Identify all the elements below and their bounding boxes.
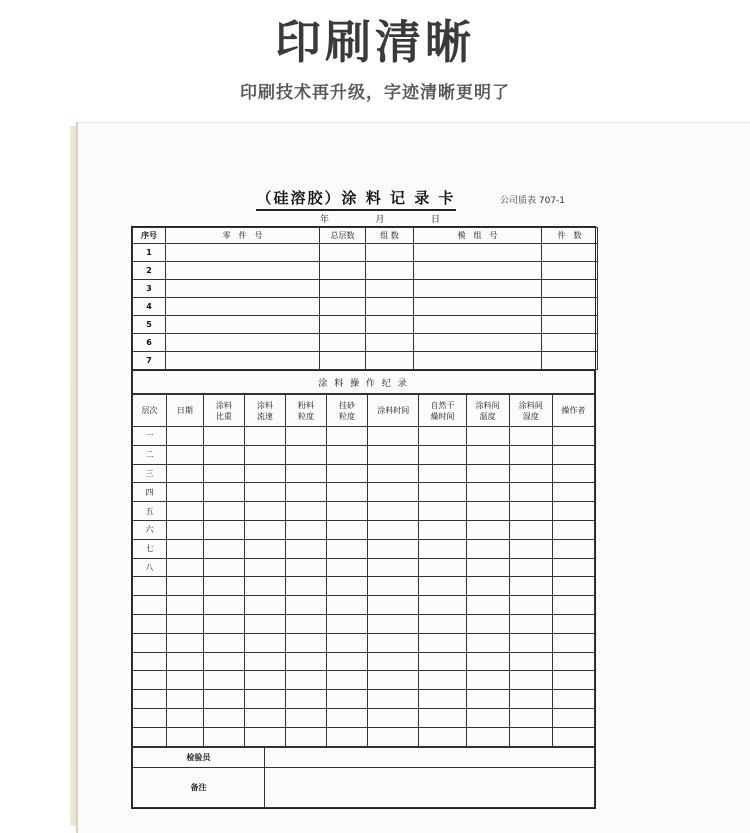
- coating-cell[interactable]: [285, 539, 326, 558]
- coating-header-cell: 涂料 流速: [244, 395, 285, 427]
- banner-subtitle: 印刷技术再升级，字迹清晰更明了: [240, 83, 510, 103]
- coating-cell[interactable]: [327, 633, 368, 652]
- coating-cell[interactable]: [203, 577, 244, 596]
- coating-cell[interactable]: [509, 427, 552, 446]
- coating-cell[interactable]: [327, 671, 368, 690]
- coating-cell[interactable]: [419, 671, 466, 690]
- coating-cell[interactable]: [166, 539, 203, 558]
- parts-cell[interactable]: [366, 334, 414, 352]
- coating-cell[interactable]: [368, 445, 419, 464]
- coating-cell[interactable]: [166, 483, 203, 502]
- coating-cell[interactable]: [244, 671, 285, 690]
- header-serial: 序号: [133, 228, 166, 244]
- coating-cell[interactable]: [203, 690, 244, 709]
- coating-cell[interactable]: [203, 596, 244, 615]
- coating-log-row: [133, 520, 595, 539]
- coating-cell[interactable]: [166, 633, 203, 652]
- coating-cell[interactable]: [327, 708, 368, 727]
- coating-cell[interactable]: [285, 614, 326, 633]
- layer-label: [133, 596, 167, 615]
- coating-cell[interactable]: [166, 558, 203, 577]
- coating-cell[interactable]: [466, 558, 509, 577]
- parts-cell[interactable]: [414, 334, 542, 352]
- coating-cell[interactable]: [552, 633, 594, 652]
- parts-cell[interactable]: [366, 316, 414, 334]
- coating-log-row: [133, 539, 595, 558]
- coating-cell[interactable]: [327, 427, 368, 446]
- coating-cell[interactable]: [466, 708, 509, 727]
- coating-log-row: [133, 558, 595, 577]
- coating-cell[interactable]: [466, 671, 509, 690]
- coating-cell[interactable]: [166, 502, 203, 521]
- parts-cell[interactable]: [366, 262, 414, 280]
- coating-cell[interactable]: [327, 520, 368, 539]
- parts-cell[interactable]: [166, 280, 320, 298]
- layer-label: [133, 690, 167, 709]
- coating-log-row: [133, 596, 595, 615]
- parts-cell[interactable]: [542, 334, 598, 352]
- parts-cell[interactable]: [166, 334, 320, 352]
- coating-cell[interactable]: [327, 652, 368, 671]
- coating-cell[interactable]: [285, 502, 326, 521]
- coating-cell[interactable]: [368, 671, 419, 690]
- coating-cell[interactable]: [244, 445, 285, 464]
- footer-table: [132, 747, 595, 808]
- coating-cell[interactable]: [552, 671, 594, 690]
- parts-cell[interactable]: [414, 298, 542, 316]
- date-month-label: 月: [375, 215, 385, 225]
- row-number: 3: [133, 280, 166, 298]
- coating-cell[interactable]: [244, 577, 285, 596]
- coating-cell[interactable]: [552, 596, 594, 615]
- coating-cell[interactable]: [244, 614, 285, 633]
- parts-table-row: [133, 316, 598, 334]
- coating-header-cell: 粉料 粒度: [285, 395, 326, 427]
- coating-cell[interactable]: [509, 464, 552, 483]
- coating-cell[interactable]: [419, 464, 466, 483]
- coating-log-row: [133, 502, 595, 521]
- coating-header-cell: 涂料 比重: [203, 395, 244, 427]
- parts-cell[interactable]: [320, 298, 366, 316]
- layer-label: [133, 577, 167, 596]
- coating-cell[interactable]: [509, 520, 552, 539]
- coating-cell[interactable]: [419, 427, 466, 446]
- coating-cell[interactable]: [419, 539, 466, 558]
- coating-cell[interactable]: [509, 483, 552, 502]
- coating-cell[interactable]: [203, 520, 244, 539]
- layer-label: 二: [133, 445, 167, 464]
- parts-cell[interactable]: [166, 262, 320, 280]
- coating-cell[interactable]: [244, 558, 285, 577]
- coating-cell[interactable]: [509, 502, 552, 521]
- layer-label: 四: [133, 483, 167, 502]
- inspector-field[interactable]: [265, 747, 595, 767]
- coating-log-row: [133, 445, 595, 464]
- coating-log-row: [133, 464, 595, 483]
- coating-cell[interactable]: [509, 445, 552, 464]
- row-number: 7: [133, 352, 166, 370]
- parts-table-row: [133, 262, 598, 280]
- parts-table-row: [133, 298, 598, 316]
- parts-cell[interactable]: [414, 244, 542, 262]
- layer-label: 三: [133, 464, 167, 483]
- coating-cell[interactable]: [552, 690, 594, 709]
- coating-cell[interactable]: [368, 652, 419, 671]
- coating-cell[interactable]: [466, 464, 509, 483]
- layer-label: 一: [133, 427, 167, 446]
- coating-cell[interactable]: [419, 633, 466, 652]
- coating-cell[interactable]: [466, 652, 509, 671]
- parts-cell[interactable]: [366, 280, 414, 298]
- coating-cell[interactable]: [203, 614, 244, 633]
- coating-cell[interactable]: [509, 558, 552, 577]
- coating-cell[interactable]: [552, 577, 594, 596]
- coating-cell[interactable]: [166, 690, 203, 709]
- row-number: 5: [133, 316, 166, 334]
- row-number: 6: [133, 334, 166, 352]
- coating-cell[interactable]: [419, 727, 466, 746]
- coating-log-table: [132, 394, 595, 747]
- coating-cell[interactable]: [166, 464, 203, 483]
- parts-table-header: [133, 228, 598, 244]
- coating-cell[interactable]: [552, 558, 594, 577]
- coating-header-cell: 涂料间 湿度: [509, 395, 552, 427]
- header-piece-count: 件 数: [542, 228, 598, 244]
- coating-cell[interactable]: [419, 558, 466, 577]
- coating-cell[interactable]: [509, 708, 552, 727]
- form-code: 公司质表 707-1: [500, 196, 566, 206]
- coating-cell[interactable]: [419, 614, 466, 633]
- coating-cell[interactable]: [327, 690, 368, 709]
- header-part-no: 零 件 号: [166, 228, 320, 244]
- coating-cell[interactable]: [368, 558, 419, 577]
- coating-cell[interactable]: [552, 614, 594, 633]
- coating-log-header: [133, 395, 595, 427]
- coating-header-cell: 层次: [133, 395, 167, 427]
- card-title: （硅溶胶）涂 料 记 录 卡: [256, 187, 456, 211]
- coating-cell[interactable]: [285, 483, 326, 502]
- coating-cell[interactable]: [419, 577, 466, 596]
- parts-cell[interactable]: [366, 352, 414, 370]
- layer-label: [133, 671, 167, 690]
- coating-cell[interactable]: [327, 558, 368, 577]
- coating-log-row: [133, 652, 595, 671]
- coating-cell[interactable]: [285, 596, 326, 615]
- coating-cell[interactable]: [203, 483, 244, 502]
- parts-cell[interactable]: [320, 262, 366, 280]
- coating-cell[interactable]: [166, 671, 203, 690]
- coating-cell[interactable]: [203, 502, 244, 521]
- remarks-field[interactable]: [265, 767, 595, 807]
- coating-cell[interactable]: [285, 558, 326, 577]
- coating-cell[interactable]: [285, 690, 326, 709]
- coating-cell[interactable]: [368, 614, 419, 633]
- coating-cell[interactable]: [509, 577, 552, 596]
- coating-cell[interactable]: [244, 483, 285, 502]
- coating-cell[interactable]: [166, 427, 203, 446]
- coating-cell[interactable]: [327, 539, 368, 558]
- coating-cell[interactable]: [368, 577, 419, 596]
- date-row: [320, 212, 440, 225]
- parts-table: [132, 227, 598, 370]
- coating-cell[interactable]: [552, 445, 594, 464]
- coating-cell[interactable]: [285, 671, 326, 690]
- parts-cell[interactable]: [366, 244, 414, 262]
- parts-cell[interactable]: [320, 334, 366, 352]
- banner-title: 印刷清晰: [275, 15, 475, 69]
- coating-log-row: [133, 614, 595, 633]
- parts-cell[interactable]: [366, 298, 414, 316]
- coating-cell[interactable]: [244, 427, 285, 446]
- coating-log-row: [133, 671, 595, 690]
- date-year-label: 年: [320, 215, 330, 225]
- coating-cell[interactable]: [244, 596, 285, 615]
- coating-cell[interactable]: [244, 633, 285, 652]
- coating-cell[interactable]: [203, 558, 244, 577]
- coating-cell[interactable]: [166, 652, 203, 671]
- coating-cell[interactable]: [466, 727, 509, 746]
- parts-cell[interactable]: [320, 244, 366, 262]
- coating-cell[interactable]: [419, 445, 466, 464]
- coating-log-row: [133, 427, 595, 446]
- parts-table-row: [133, 244, 598, 262]
- layer-label: [133, 652, 167, 671]
- remarks-label: 备注: [133, 767, 265, 807]
- coating-cell[interactable]: [327, 614, 368, 633]
- coating-log-row: [133, 708, 595, 727]
- coating-header-cell: 挂砂 粒度: [327, 395, 368, 427]
- parts-cell[interactable]: [414, 280, 542, 298]
- coating-cell[interactable]: [466, 483, 509, 502]
- coating-cell[interactable]: [327, 727, 368, 746]
- coating-cell[interactable]: [166, 596, 203, 615]
- parts-cell[interactable]: [166, 244, 320, 262]
- coating-header-cell: 涂料间 温度: [466, 395, 509, 427]
- coating-cell[interactable]: [419, 690, 466, 709]
- coating-cell[interactable]: [509, 596, 552, 615]
- parts-cell[interactable]: [542, 352, 598, 370]
- coating-cell[interactable]: [203, 464, 244, 483]
- coating-cell[interactable]: [285, 445, 326, 464]
- coating-cell[interactable]: [285, 727, 326, 746]
- row-number: 1: [133, 244, 166, 262]
- coating-cell[interactable]: [419, 596, 466, 615]
- parts-cell[interactable]: [414, 262, 542, 280]
- parts-cell[interactable]: [542, 244, 598, 262]
- coating-cell[interactable]: [327, 596, 368, 615]
- coating-cell[interactable]: [509, 727, 552, 746]
- parts-table-row: [133, 280, 598, 298]
- coating-cell[interactable]: [368, 502, 419, 521]
- layer-label: [133, 727, 167, 746]
- coating-cell[interactable]: [244, 708, 285, 727]
- coating-section-title: 涂 料 操 作 纪 录: [133, 371, 595, 394]
- coating-cell[interactable]: [368, 464, 419, 483]
- row-number: 4: [133, 298, 166, 316]
- coating-cell[interactable]: [368, 596, 419, 615]
- coating-cell[interactable]: [509, 671, 552, 690]
- coating-cell[interactable]: [368, 539, 419, 558]
- coating-cell[interactable]: [552, 652, 594, 671]
- coating-cell[interactable]: [244, 727, 285, 746]
- coating-cell[interactable]: [419, 502, 466, 521]
- coating-cell[interactable]: [419, 520, 466, 539]
- parts-cell[interactable]: [320, 316, 366, 334]
- coating-cell[interactable]: [552, 727, 594, 746]
- coating-cell[interactable]: [203, 727, 244, 746]
- coating-cell[interactable]: [244, 502, 285, 521]
- coating-cell[interactable]: [166, 727, 203, 746]
- parts-cell[interactable]: [414, 316, 542, 334]
- coating-cell[interactable]: [166, 708, 203, 727]
- coating-cell[interactable]: [368, 633, 419, 652]
- parts-cell[interactable]: [320, 352, 366, 370]
- coating-cell[interactable]: [327, 502, 368, 521]
- coating-log-row: [133, 727, 595, 746]
- header-module-no: 模 组 号: [414, 228, 542, 244]
- coating-cell[interactable]: [203, 445, 244, 464]
- parts-table-row: [133, 334, 598, 352]
- layer-label: [133, 633, 167, 652]
- coating-cell[interactable]: [466, 577, 509, 596]
- coating-cell[interactable]: [368, 690, 419, 709]
- header-total-layers: 总层数: [320, 228, 366, 244]
- layer-label: [133, 708, 167, 727]
- coating-header-cell: 涂料时间: [368, 395, 419, 427]
- coating-cell[interactable]: [552, 483, 594, 502]
- parts-cell[interactable]: [542, 280, 598, 298]
- coating-cell[interactable]: [244, 520, 285, 539]
- coating-log-row: [133, 633, 595, 652]
- coating-header-cell: 操作者: [552, 395, 594, 427]
- coating-cell[interactable]: [368, 708, 419, 727]
- coating-cell[interactable]: [285, 652, 326, 671]
- coating-cell[interactable]: [166, 445, 203, 464]
- coating-cell[interactable]: [285, 708, 326, 727]
- coating-cell[interactable]: [285, 520, 326, 539]
- coating-cell[interactable]: [509, 539, 552, 558]
- coating-cell[interactable]: [466, 445, 509, 464]
- coating-cell[interactable]: [509, 652, 552, 671]
- coating-cell[interactable]: [466, 539, 509, 558]
- coating-cell[interactable]: [327, 577, 368, 596]
- coating-cell[interactable]: [244, 539, 285, 558]
- coating-cell[interactable]: [203, 708, 244, 727]
- date-day-label: 日: [430, 215, 440, 225]
- coating-cell[interactable]: [466, 502, 509, 521]
- layer-label: 五: [133, 502, 167, 521]
- coating-cell[interactable]: [368, 520, 419, 539]
- coating-cell[interactable]: [285, 464, 326, 483]
- parts-table-row: [133, 352, 598, 370]
- coating-cell[interactable]: [244, 652, 285, 671]
- coating-cell[interactable]: [327, 483, 368, 502]
- coating-cell[interactable]: [466, 614, 509, 633]
- layer-label: 七: [133, 539, 167, 558]
- coating-cell[interactable]: [466, 690, 509, 709]
- inspector-label: 检验员: [133, 747, 265, 767]
- coating-header-cell: 自然干 燥时间: [419, 395, 466, 427]
- coating-cell[interactable]: [285, 577, 326, 596]
- layer-label: 六: [133, 520, 167, 539]
- parts-cell[interactable]: [542, 298, 598, 316]
- parts-cell[interactable]: [166, 316, 320, 334]
- coating-cell[interactable]: [466, 520, 509, 539]
- parts-cell[interactable]: [414, 352, 542, 370]
- coating-cell[interactable]: [509, 690, 552, 709]
- coating-cell[interactable]: [368, 483, 419, 502]
- parts-cell[interactable]: [166, 352, 320, 370]
- coating-cell[interactable]: [419, 483, 466, 502]
- coating-cell[interactable]: [368, 427, 419, 446]
- coating-cell[interactable]: [552, 464, 594, 483]
- coating-cell[interactable]: [466, 596, 509, 615]
- parts-cell[interactable]: [542, 316, 598, 334]
- coating-cell[interactable]: [203, 633, 244, 652]
- parts-cell[interactable]: [166, 298, 320, 316]
- coating-cell[interactable]: [203, 427, 244, 446]
- coating-cell[interactable]: [203, 652, 244, 671]
- layer-label: [133, 614, 167, 633]
- coating-cell[interactable]: [419, 652, 466, 671]
- coating-cell[interactable]: [285, 427, 326, 446]
- coating-cell[interactable]: [466, 427, 509, 446]
- coating-cell[interactable]: [244, 690, 285, 709]
- coating-cell[interactable]: [466, 633, 509, 652]
- coating-cell[interactable]: [203, 539, 244, 558]
- parts-cell[interactable]: [320, 280, 366, 298]
- coating-cell[interactable]: [327, 464, 368, 483]
- coating-cell[interactable]: [368, 727, 419, 746]
- coating-cell[interactable]: [509, 633, 552, 652]
- coating-cell[interactable]: [552, 502, 594, 521]
- coating-cell[interactable]: [166, 614, 203, 633]
- coating-cell[interactable]: [327, 445, 368, 464]
- header-group-count: 组 数: [366, 228, 414, 244]
- parts-cell[interactable]: [542, 262, 598, 280]
- coating-section-title-row: [132, 370, 595, 394]
- coating-log-row: [133, 577, 595, 596]
- layer-label: 八: [133, 558, 167, 577]
- coating-cell[interactable]: [166, 577, 203, 596]
- coating-cell[interactable]: [552, 427, 594, 446]
- coating-log-row: [133, 690, 595, 709]
- row-number: 2: [133, 262, 166, 280]
- coating-cell[interactable]: [203, 671, 244, 690]
- coating-cell[interactable]: [552, 539, 594, 558]
- record-form: [131, 226, 596, 809]
- coating-cell[interactable]: [509, 614, 552, 633]
- coating-cell[interactable]: [552, 520, 594, 539]
- coating-cell[interactable]: [166, 520, 203, 539]
- coating-cell[interactable]: [552, 708, 594, 727]
- coating-log-row: [133, 483, 595, 502]
- coating-cell[interactable]: [285, 633, 326, 652]
- coating-cell[interactable]: [419, 708, 466, 727]
- coating-header-cell: 日期: [166, 395, 203, 427]
- coating-cell[interactable]: [244, 464, 285, 483]
